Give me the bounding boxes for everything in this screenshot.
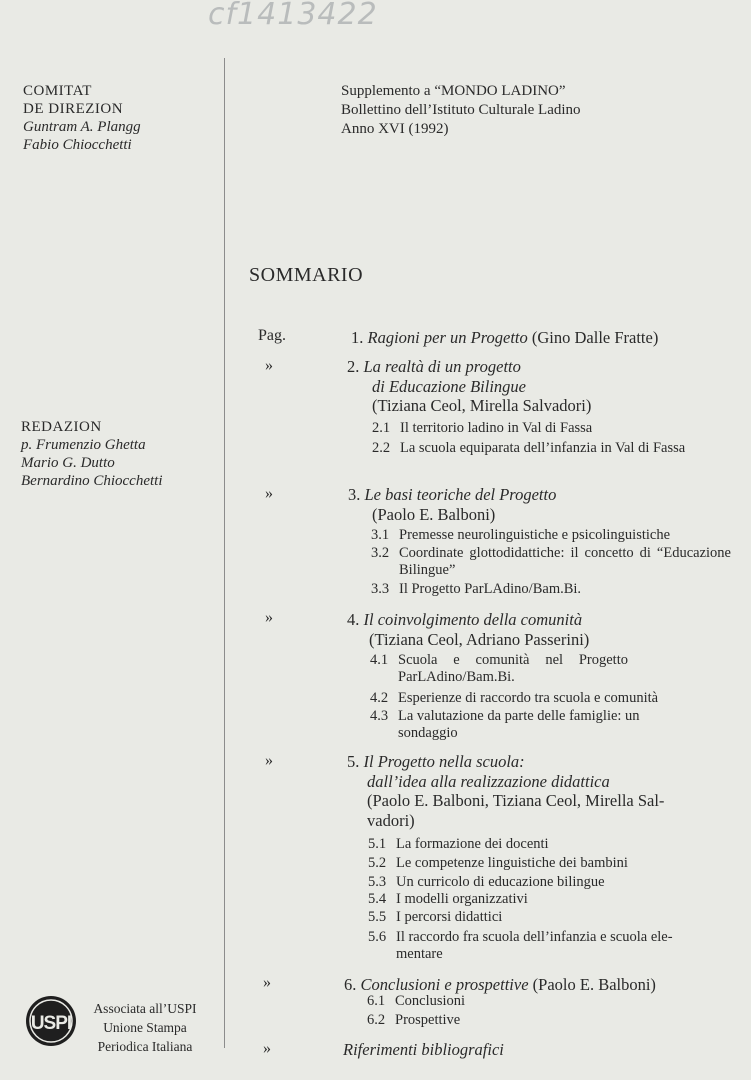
toc-subentry[interactable]: [370, 708, 730, 742]
subentry-number: 5.5: [368, 909, 387, 925]
toc-entry-4[interactable]: [347, 610, 732, 649]
subentry-text: La valutazione da parte delle famiglie: un sondaggio: [398, 708, 640, 741]
ditto-mark: »: [265, 485, 273, 502]
uspi-line: Associata all’USPI: [93, 1001, 197, 1016]
subentry-text: Conclusioni: [395, 993, 466, 1009]
entry-title-line: La realtà di un progetto: [363, 357, 521, 376]
toc-subentry[interactable]: [370, 652, 730, 686]
subentry-number: 3.1: [371, 527, 390, 543]
entry-title-line: Il Progetto nella scuola:: [363, 752, 525, 771]
subentry-text: Scuola e comunità nel Progetto ParLAdino/Bam.Bi.: [398, 652, 628, 685]
toc-subentry[interactable]: [371, 527, 731, 544]
entry-number: 3.: [348, 485, 361, 504]
entry-number: 4.: [347, 610, 360, 629]
toc-entry-bibliography[interactable]: [343, 1040, 728, 1060]
redazion-title: REDAZION: [21, 419, 102, 435]
subentry-text: Un curricolo di educazione bilingue: [396, 874, 605, 890]
toc-subentry[interactable]: [368, 929, 728, 963]
subentry-text: Il raccordo fra scuola dell’infanzia e scuola ele-mentare: [396, 929, 673, 962]
redazion-member: p. Frumenzio Ghetta: [21, 437, 146, 453]
subentry-text: Il Progetto ParLAdino/Bam.Bi.: [399, 581, 582, 597]
toc-subentry[interactable]: [372, 420, 732, 437]
subentry-text: I percorsi didattici: [396, 909, 503, 925]
comitat-block: [23, 82, 141, 154]
toc-entry-6[interactable]: [344, 975, 734, 995]
toc-subentry[interactable]: [370, 690, 730, 707]
toc-subentry[interactable]: [367, 993, 727, 1010]
toc-subentry[interactable]: [368, 891, 728, 908]
subentry-number: 3.2: [371, 545, 390, 561]
subentry-text: La formazione dei docenti: [396, 836, 549, 852]
ditto-mark: »: [263, 1040, 271, 1057]
entry-authors: (Gino Dalle Fratte): [531, 328, 659, 347]
subentry-number: 4.2: [370, 690, 389, 706]
toc-subentry[interactable]: [371, 545, 731, 579]
subentry-number: 6.1: [367, 993, 386, 1009]
subentry-text: Prospettive: [395, 1012, 461, 1028]
supplement-header: [341, 82, 581, 139]
subentry-text: Coordinate glottodidattiche: il concetto di “Educazione Bilingue”: [399, 545, 731, 578]
comitat-title-line-1: COMITAT: [23, 83, 92, 99]
entry-number: 6.: [344, 975, 357, 994]
ditto-mark: »: [265, 609, 273, 626]
subentry-number: 5.1: [368, 836, 387, 852]
entry-title: Conclusioni e prospettive: [360, 975, 529, 994]
pag-label: Pag.: [258, 327, 286, 344]
subentry-text: Premesse neurolinguistiche e psicolinguistiche: [399, 527, 671, 543]
uspi-line: Periodica Italiana: [97, 1039, 193, 1054]
comitat-title-line-2: DE DIREZION: [23, 101, 124, 117]
subentry-number: 5.2: [368, 855, 387, 871]
toc-entry-1[interactable]: [351, 328, 736, 348]
toc-subentry[interactable]: [367, 1012, 727, 1029]
comitat-member: Fabio Chiocchetti: [23, 137, 132, 153]
toc-entry-2[interactable]: [347, 357, 732, 416]
handwritten-catalog-note: cf1413422: [208, 0, 378, 32]
entry-authors: (Paolo E. Balboni): [372, 504, 496, 524]
toc-subentry[interactable]: [371, 581, 731, 598]
redazion-member: Bernardino Chiocchetti: [21, 473, 163, 489]
subentry-number: 4.1: [370, 652, 389, 668]
uspi-logo: [25, 995, 77, 1047]
uspi-logo-text: USPI: [30, 1013, 72, 1034]
subentry-number: 2.2: [372, 440, 391, 456]
subentry-number: 5.3: [368, 874, 387, 890]
subentry-text: Il territorio ladino in Val di Fassa: [400, 420, 593, 436]
supplement-line: Bollettino dell’Istituto Culturale Ladino: [341, 102, 581, 118]
ditto-mark: »: [265, 752, 273, 769]
redazion-block: [21, 418, 163, 490]
ditto-mark: »: [265, 357, 273, 374]
supplement-line: Supplemento a “MONDO LADINO”: [341, 83, 566, 99]
entry-title: Riferimenti bibliografici: [343, 1040, 504, 1059]
entry-authors-line: (Paolo E. Balboni, Tiziana Ceol, Mirella Sal-: [367, 791, 665, 810]
subentry-text: Le competenze linguistiche dei bambini: [396, 855, 628, 871]
entry-title: Ragioni per un Progetto: [367, 328, 528, 347]
toc-subentry[interactable]: [368, 836, 728, 853]
uspi-caption: [89, 999, 201, 1056]
entry-authors: (Tiziana Ceol, Mirella Salvadori): [372, 396, 592, 415]
uspi-line: Unione Stampa: [103, 1020, 187, 1035]
entry-title: Il coinvolgimento della comunità: [363, 610, 583, 629]
vertical-divider: [224, 58, 225, 1048]
entry-number: 5.: [347, 752, 360, 771]
subentry-text: La scuola equiparata dell’infanzia in Val di Fassa: [400, 440, 686, 456]
toc-entry-3[interactable]: [348, 485, 733, 524]
subentry-text: I modelli organizzativi: [396, 891, 528, 907]
toc-subentry[interactable]: [368, 855, 728, 872]
entry-title: Le basi teoriche del Progetto: [364, 485, 557, 504]
entry-authors: (Tiziana Ceol, Adriano Passerini): [369, 629, 590, 649]
subentry-number: 6.2: [367, 1012, 386, 1028]
toc-subentry[interactable]: [372, 440, 732, 457]
entry-authors: (Paolo E. Balboni): [532, 975, 656, 994]
subentry-number: 5.4: [368, 891, 387, 907]
subentry-number: 4.3: [370, 708, 389, 724]
entry-title-line: dall’idea alla realizzazione didattica: [367, 771, 610, 791]
ditto-mark: »: [263, 974, 271, 991]
comitat-member: Guntram A. Plangg: [23, 119, 141, 135]
subentry-number: 5.6: [368, 929, 387, 945]
entry-title-line: di Educazione Bilingue: [372, 376, 526, 396]
supplement-line: Anno XVI (1992): [341, 121, 449, 137]
subentry-number: 2.1: [372, 420, 391, 436]
entry-number: 2.: [347, 357, 360, 376]
toc-subentry[interactable]: [368, 909, 728, 926]
subentry-text: Esperienze di raccordo tra scuola e comunità: [398, 690, 659, 706]
subentry-number: 3.3: [371, 581, 390, 597]
toc-subentry[interactable]: [368, 874, 728, 891]
redazion-member: Mario G. Dutto: [21, 455, 115, 471]
toc-entry-5[interactable]: [347, 752, 732, 830]
sommario-title: SOMMARIO: [249, 264, 364, 286]
entry-authors-line: vadori): [367, 810, 415, 830]
entry-number: 1.: [351, 328, 364, 347]
